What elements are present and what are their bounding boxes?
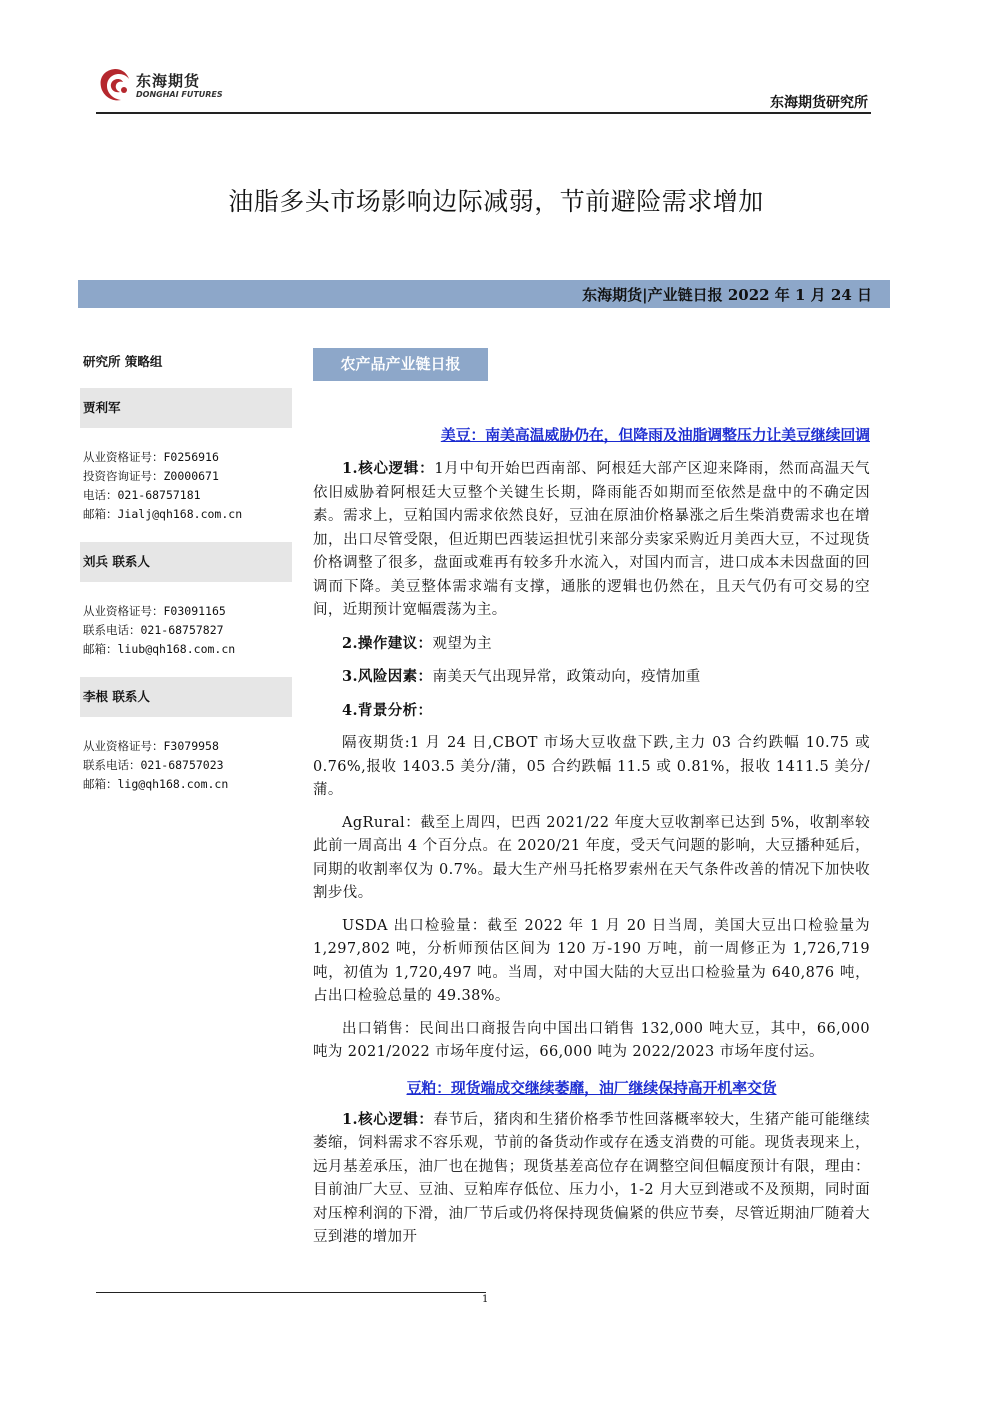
contact-card xyxy=(80,388,292,524)
contact-email[interactable]: 邮箱：Jialj@qh168.com.cn xyxy=(83,507,243,521)
contact-line: 联系电话：021-68757827 xyxy=(83,623,224,637)
contact-line: 投资咨询证号：Z0000671 xyxy=(83,469,219,483)
footer-rule xyxy=(96,1292,486,1293)
contact-card xyxy=(80,542,292,659)
core-logic-text: 春节后，猪肉和生猪价格季节性回落概率较大，生猪产能可能继续萎缩，饲料需求不容乐观，节前的备货动作或存在透支消费的可能。现货表现来上，远月基差承压，油厂也在抛售；现货基差高位存在调整空间但幅度预计有限，理由：目前油厂大豆、豆油、豆粕库存低位、压力小，1-2 月大豆到港或不及预期，同时面对压榨利润的下滑，油厂节后或仍将保持现货偏紧的供应节奏，尽管近期油厂随着大豆到港的增加开 xyxy=(313,1111,870,1245)
background-paragraph: AgRural：截至上周四，巴西 2021/22 年度大豆收割率已达到 5%，收割率较此前一周高出 4 个百分点。在 2020/21 年度，受天气问题的影响，大豆播种延后，同期的收割率仅为 0.7%。最大生产州马托格罗索州在天气条件改善的情况下加快收割步伐。 xyxy=(313,814,870,901)
contact-name: 贾利军 xyxy=(80,388,292,428)
contact-line: 电话：021-68757181 xyxy=(83,488,201,502)
background-paragraph: USDA 出口检验量：截至 2022 年 1 月 20 日当周，美国大豆出口检验量为 1,297,802 吨，分析师预估区间为 120 万-190 万吨，前一周修正为 1,726,719 吨，初值为 1,720,497 吨。当周，对中国大陆的大豆出口检验量为 640,876 吨，占出口检验总量的 49.38%。 xyxy=(313,917,870,1004)
contact-card xyxy=(80,677,292,794)
contact-sidebar xyxy=(80,352,292,794)
risk-label: 3.风险因素： xyxy=(342,668,433,685)
background-paragraph: 隔夜期货:1 月 24 日,CBOT 市场大豆收盘下跌,主力 03 合约跌幅 10.75 或 0.76%,报收 1403.5 美分/蒲，05 合约跌幅 11.5 或 0.81%，报收 1411.5 美分/蒲。 xyxy=(313,735,870,798)
header-rule xyxy=(96,112,871,114)
contact-line: 从业资格证号：F03091165 xyxy=(83,604,226,618)
background-label: 4.背景分析： xyxy=(342,701,433,719)
soymeal-section-title: 豆粕：现货端成交继续萎靡，油厂继续保持高开机率交货 xyxy=(406,1078,777,1097)
logo-chinese-name: 东海期货 xyxy=(136,72,201,90)
operation-paragraph xyxy=(313,632,870,657)
background-heading xyxy=(313,699,870,724)
contact-name: 刘兵 联系人 xyxy=(80,542,292,582)
contact-email[interactable]: 邮箱：liub@qh168.com.cn xyxy=(83,642,236,656)
logo-english-name: DONGHAI FUTURES xyxy=(136,90,223,99)
page-number: 1 xyxy=(482,1294,489,1305)
risk-text: 南美天气出现异常，政策动向，疫情加重 xyxy=(432,669,701,685)
core-logic-label: 1.核心逻辑： xyxy=(342,1110,434,1128)
logo-emblem-icon xyxy=(96,66,134,106)
section-tag: 农产品产业链日报 xyxy=(313,348,488,381)
operation-label: 2.操作建议： xyxy=(342,634,433,652)
report-banner xyxy=(78,280,890,308)
core-logic-text: 1月中旬开始巴西南部、阿根廷大部产区迎来降雨，然而高温天气依旧威胁着阿根廷大豆整个关键生长期，降雨能否如期而至依然是盘中的不确定因素。需求上，豆粕国内需求依然良好，豆油在原油价格暴涨之后生柴消费需求也在增加，出口尽管受限，但近期巴西装运担忧引来部分卖家采购近月美西大豆，不过现货价格调整了很多，盘面或难再有较多升水流入，对国内而言，进口成本未因盘面的回调而下降。美豆整体需求端有支撑，通胀的逻辑也仍然在，且天气仍有可交易的空间，近期预计宽幅震荡为主。 xyxy=(313,461,871,618)
report-content xyxy=(313,424,870,1250)
donghai-logo xyxy=(96,66,236,108)
sidebar-heading: 研究所 策略组 xyxy=(83,354,163,369)
report-title: 油脂多头市场影响边际减弱，节前避险需求增加 xyxy=(228,187,764,216)
header-organization: 东海期货研究所 xyxy=(770,95,868,111)
core-logic-paragraph xyxy=(313,457,870,623)
risk-paragraph xyxy=(313,665,870,690)
contact-line: 从业资格证号：F3079958 xyxy=(83,739,219,753)
contact-line: 从业资格证号：F0256916 xyxy=(83,450,219,464)
contact-line: 联系电话：021-68757023 xyxy=(83,758,224,772)
core-logic-label: 1.核心逻辑： xyxy=(342,460,435,477)
contact-email[interactable]: 邮箱：lig@qh168.com.cn xyxy=(83,777,229,791)
operation-text: 观望为主 xyxy=(432,635,493,652)
background-paragraph: 出口销售：民间出口商报告向中国出口销售 132,000 吨大豆，其中，66,000 吨为 2021/2022 市场年度付运，66,000 吨为 2022/2023 市场年度付运。 xyxy=(313,1020,870,1060)
banner-text: 东海期货|产业链日报 2022 年 1 月 24 日 xyxy=(582,286,872,304)
core-logic-paragraph xyxy=(313,1108,870,1250)
contact-name: 李根 联系人 xyxy=(80,677,292,717)
soybean-section-title: 美豆：南美高温威胁仍在，但降雨及油脂调整压力让美豆继续回调 xyxy=(440,426,870,444)
